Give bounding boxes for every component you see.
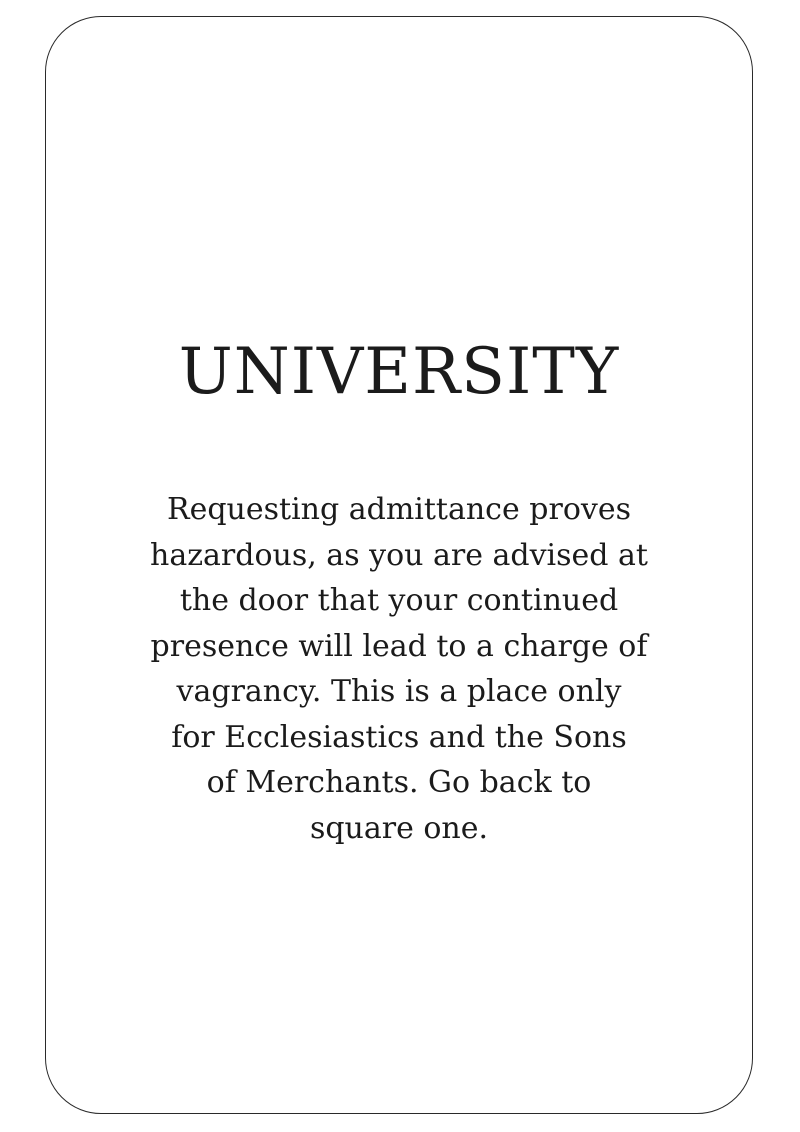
card-body-line: square one. (309, 810, 489, 846)
card-body-line: Requesting admittance proves (167, 492, 631, 527)
game-card (45, 16, 753, 1114)
card-body-line: the door that your continued (179, 583, 619, 618)
card-body-line: for Ecclesiastics and the Sons (171, 719, 627, 755)
card-body-line: hazardous, as you are advised at (150, 537, 648, 573)
card-body-text (136, 487, 662, 851)
card-title: UNIVERSITY (178, 335, 620, 409)
card-body-line: of Merchants. Go back to (206, 765, 592, 800)
card-body-line: vagrancy. This is a place only (176, 674, 622, 709)
card-body-line: presence will lead to a charge of (150, 628, 648, 664)
